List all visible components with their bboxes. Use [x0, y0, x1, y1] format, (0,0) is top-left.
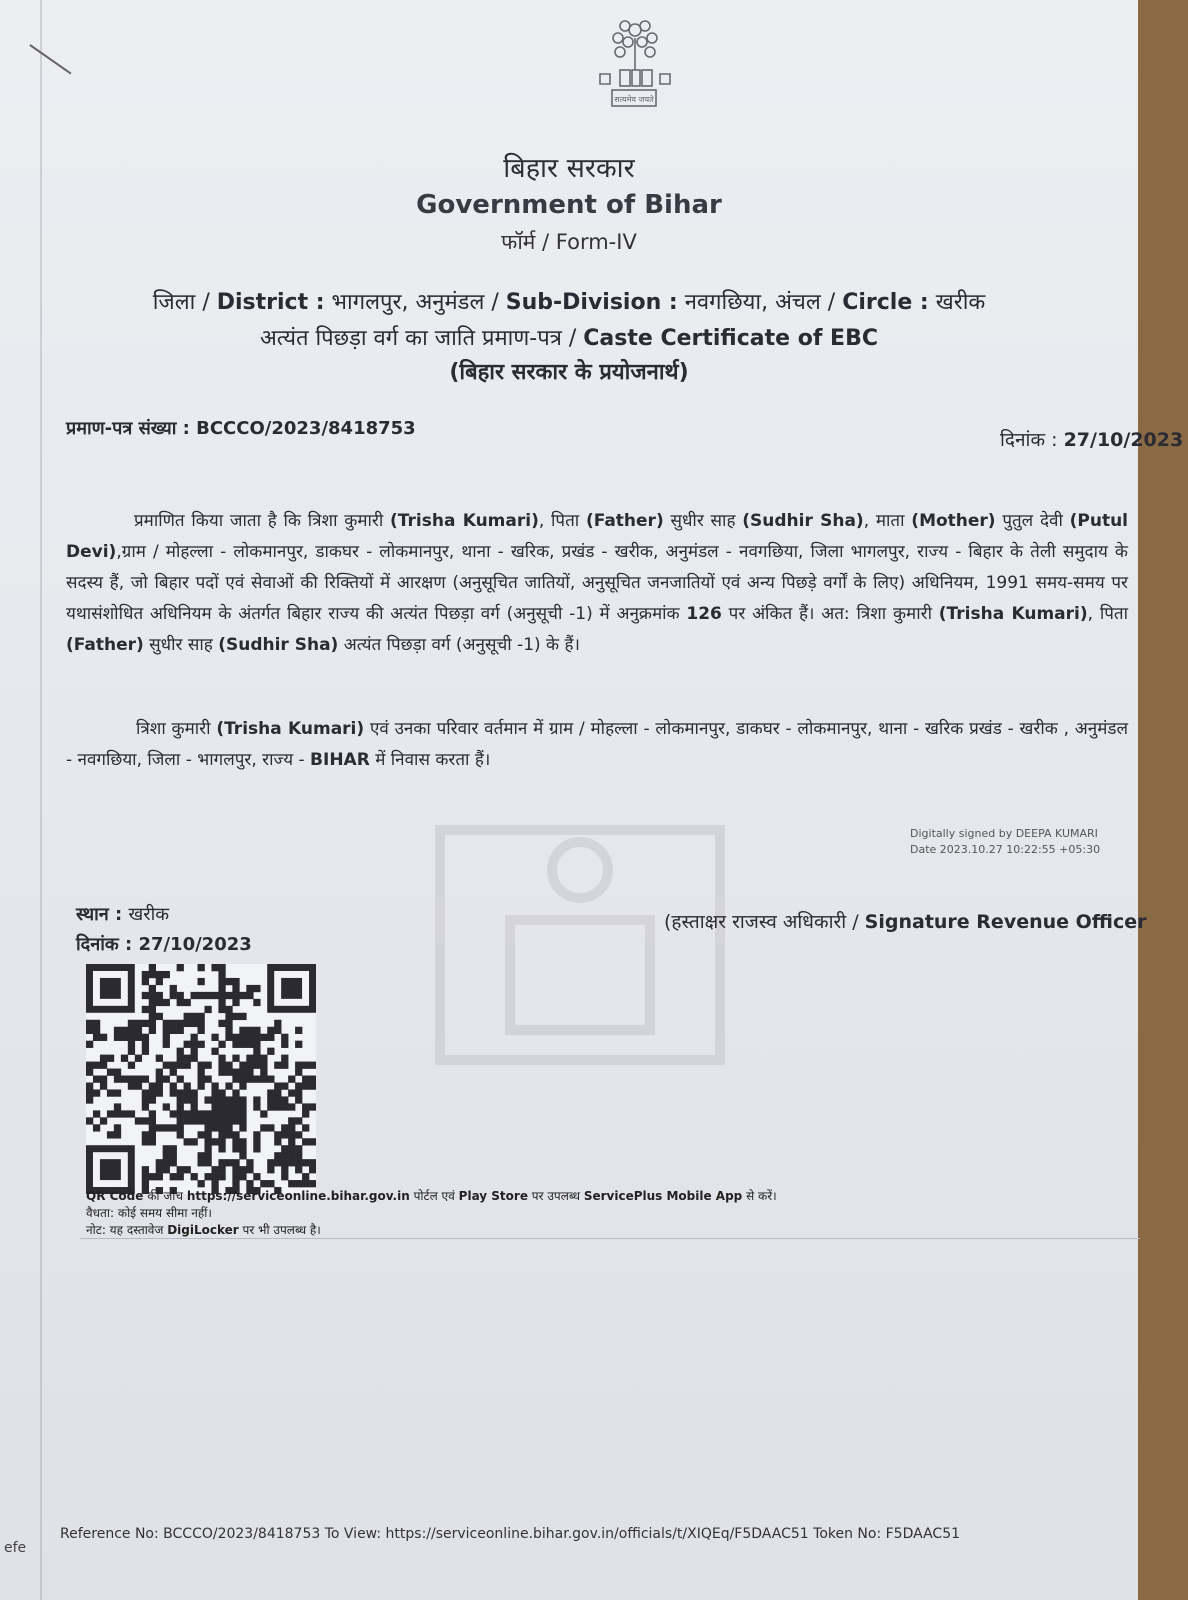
para1-mother-label: (Mother)	[911, 511, 996, 531]
subdivision-value: नवगछिया, अंचल /	[677, 290, 843, 315]
footnote-note-b: DigiLocker	[167, 1223, 239, 1237]
subdivision-label: Sub-Division :	[505, 290, 678, 315]
signature-label-en: Signature Revenue Officer	[864, 911, 1147, 933]
district-label: District :	[216, 290, 325, 315]
place-label: स्थान :	[76, 904, 129, 925]
footnote-qr-url[interactable]: https://serviceonline.bihar.gov.in	[186, 1189, 410, 1203]
place-line	[76, 900, 252, 930]
certificate-number-value: BCCCO/2023/8418753	[196, 418, 416, 439]
para1-text-9: सुधीर साह	[143, 635, 219, 655]
location-line	[0, 286, 1138, 316]
para1-name-en-2: (Trisha Kumari)	[938, 604, 1088, 624]
issue-date-top	[1000, 426, 1183, 452]
para1-name-en: (Trisha Kumari)	[390, 511, 539, 531]
bihar-emblem-icon	[590, 8, 680, 118]
certificate-title-hi: अत्यंत पिछड़ा वर्ग का जाति प्रमाण-पत्र /	[260, 326, 584, 351]
para1-text-6: ,ग्राम / मोहल्ला - लोकमानपुर, डाकघर - लोकमानपुर, थाना - खरिक, प्रखंड - खरीक, अनुमंडल - नवगछिया, जिला भागलपुर, राज्य - बिहार के तेली समुदाय के सदस्य हैं, जो बिहार पदों एवं सेवाओं की रिक्तियों में आरक्षण (अनुसूचित जातियों, अनुसूचित जनजातियों एवं अन्य पिछड़े वर्गों के लिए) अधिनियम, 1991 समय-समय पर यथासंशोधित अधिनियम के अंतर्गत बिहार राज्य की अत्यंत पिछड़ा वर्ग (अनुसूची -1) में अनुक्रमांक	[66, 542, 1128, 624]
issue-date-top-value: 27/10/2023	[1063, 429, 1184, 451]
district-value: भागलपुर, अनुमंडल /	[324, 290, 506, 315]
footnote-qr-e: Play Store	[458, 1189, 528, 1203]
para1-serial: 126	[686, 604, 722, 624]
para1-text-4: , माता	[863, 511, 912, 531]
circle-value: खरीक	[928, 290, 986, 315]
para1-father-en: (Sudhir Sha)	[742, 511, 864, 531]
district-label-hi: जिला /	[152, 290, 217, 315]
para1-father-en-2: (Sudhir Sha)	[218, 635, 339, 655]
para1-text-7: पर अंकित हैं। अत: त्रिशा कुमारी	[721, 604, 939, 624]
para2-text-3: में निवास करता हैं।	[369, 750, 491, 770]
footnote-qr-f: पर उपलब्ध	[527, 1189, 584, 1203]
para1-text-3: सुधीर साह	[663, 511, 743, 531]
emblem-motto: सत्यमेव जयते	[614, 95, 654, 104]
margin-text: efe	[4, 1540, 27, 1556]
footnote-qr-b: की जाँच	[143, 1189, 187, 1203]
para1-text-5: पुतुल देवी	[995, 511, 1070, 531]
header-hindi-gov: बिहार सरकार	[503, 153, 635, 184]
watermark-emblem-icon	[400, 810, 760, 1080]
footer-divider	[80, 1238, 1140, 1239]
qr-code-icon[interactable]	[86, 964, 316, 1194]
para1-father-label-2: (Father)	[66, 635, 144, 655]
digital-signature-date: Date 2023.10.27 10:22:55 +05:30	[910, 843, 1101, 856]
para2-name-en: (Trisha Kumari)	[216, 719, 365, 739]
para2-text-1: त्रिशा कुमारी	[136, 719, 217, 739]
para1-text-8: , पिता	[1087, 604, 1128, 624]
footnote-digilocker	[86, 1222, 777, 1239]
para1-father-label: (Father)	[585, 511, 664, 531]
residence-paragraph	[66, 714, 1128, 776]
place-date-block	[76, 900, 252, 960]
footnote-qr-a: QR Code	[86, 1189, 144, 1203]
footnote-validity: वैधता: कोई समय सीमा नहीं।	[86, 1206, 212, 1220]
certificate-number	[66, 416, 416, 440]
signature-label	[664, 908, 1147, 934]
digital-signature	[910, 826, 1130, 858]
reference-line: Reference No: BCCCO/2023/8418753 To View: https://serviceonline.bihar.gov.in/officials/t/XIQEq/F5DAAC51 Token No: F5DAAC51	[60, 1526, 961, 1542]
footnote-note-a: नोट: यह दस्तावेज	[86, 1223, 168, 1237]
para1-mother-en: (Putul Devi)	[66, 511, 1129, 562]
place-value: खरीक	[128, 904, 170, 925]
footnote-qr-g: ServicePlus Mobile App	[583, 1189, 743, 1203]
date-bottom-line	[76, 930, 252, 960]
date-bottom-value: 27/10/2023	[138, 934, 252, 955]
certificate-title-en: Caste Certificate of EBC	[583, 326, 878, 351]
certification-paragraph	[66, 506, 1128, 661]
digital-signature-signer: Digitally signed by DEEPA KUMARI	[910, 827, 1098, 840]
footnote-qr	[86, 1188, 777, 1205]
footnote-note-c: पर भी उपलब्ध है।	[238, 1223, 321, 1237]
certificate-title	[0, 322, 1138, 352]
footnotes	[86, 1188, 777, 1239]
form-label: फॉर्म / Form-IV	[501, 230, 637, 254]
para2-text-2: एवं उनका परिवार वर्तमान में ग्राम / मोहल्ला - लोकमानपुर, डाकघर - लोकमानपुर, थाना - खरिक प्रखंड - खरीक , अनुमंडल - नवगछिया, जिला - भागलपुर, राज्य -	[66, 719, 1128, 770]
date-bottom-label: दिनांक :	[76, 934, 139, 955]
footnote-qr-h: से करें।	[742, 1189, 777, 1203]
pen-mark	[29, 44, 71, 74]
footnote-qr-d: पोर्टल एवं	[409, 1189, 459, 1203]
para2-state-en: BIHAR	[310, 750, 370, 770]
para1-text-10: अत्यंत पिछड़ा वर्ग (अनुसूची -1) के हैं।	[338, 635, 580, 655]
certificate-number-label: प्रमाण-पत्र संख्या :	[66, 418, 197, 439]
purpose-line: (बिहार सरकार के प्रयोजनार्थ)	[449, 360, 689, 385]
signature-label-hi: (हस्ताक्षर राजस्व अधिकारी /	[664, 911, 865, 933]
circle-label: Circle :	[842, 290, 929, 315]
issue-date-top-label: दिनांक :	[1000, 429, 1064, 451]
header-english-gov: Government of Bihar	[416, 190, 722, 220]
para1-text-1: प्रमाणित किया जाता है कि त्रिशा कुमारी	[134, 511, 391, 531]
para1-text-2: , पिता	[538, 511, 586, 531]
